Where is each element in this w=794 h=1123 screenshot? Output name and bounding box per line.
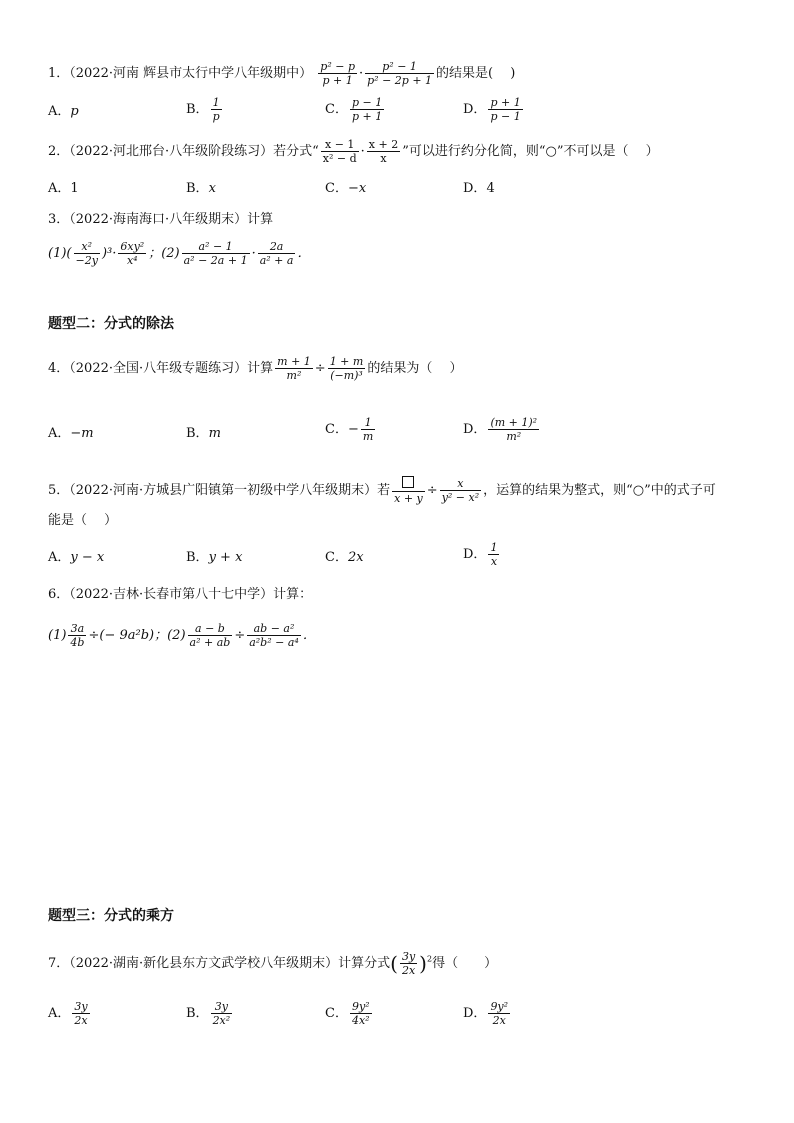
option-c: C． $\frac{p - 1}{p + 1}$	[325, 96, 383, 123]
question-5: 5．（2022·河南·方城县广阳镇第一初级中学八年级期末）若 x + y ÷ $\frac{x}{\text{y² − x²}}$ ，运算的结果为整式，则“○”中的式子可	[48, 477, 716, 505]
option-d: D． $\frac{\text{9y²}}{2x}$	[463, 1000, 509, 1027]
question-tail: 得（ ）	[432, 956, 498, 971]
operator: ·	[358, 66, 364, 81]
question-source: （2022·吉林·长春市第八十七中学）计算：	[69, 587, 313, 602]
question-source: （2022·湖南·新化县东方文武学校八年级期末）计算分式	[69, 956, 391, 971]
question-tail: 的结果是( )	[436, 66, 516, 81]
fraction: $\frac{\text{p² − 1}}{\text{p² − 2p + 1}}$	[367, 60, 433, 87]
option-b: B．y + x	[186, 550, 243, 565]
question-7: 7．（2022·湖南·新化县东方文武学校八年级期末）计算分式( $\frac{3y}{2x}$ )$^2$得（ ）	[48, 950, 498, 977]
question-2: 2．（2022·河北邢台·八年级阶段练习）若分式“ $\frac{x - 1}{\text{x² − d}}$ · $\frac{x + 2}{x}$ ”可以进行约分化简，则“○”不可以是（ ）	[48, 138, 659, 165]
option-a: A．p	[48, 104, 79, 119]
section-title: 题型二：分式的除法	[48, 316, 174, 332]
question-source: （2022·全国·八年级专题练习）计算	[69, 361, 274, 376]
option-d: D． $\frac{p + 1}{p - 1}$	[463, 96, 521, 123]
question-3: 3．（2022·海南海口·八年级期末）计算	[48, 212, 274, 227]
option-b: B． $\frac{3y}{\text{2x²}}$	[186, 1000, 231, 1027]
option-b: B．m	[186, 426, 221, 441]
fraction: $\frac{x - 1}{\text{x² − d}}$	[322, 138, 357, 165]
question-5-line2: 能是（ ）	[48, 513, 118, 528]
question-source: （2022·河北邢台·八年级阶段练习）若分式“	[69, 144, 319, 159]
option-d: D．4	[463, 181, 495, 196]
section-title: 题型三：分式的乘方	[48, 908, 174, 924]
question-1	[48, 60, 515, 87]
question-tail: ”可以进行约分化简，则“○”不可以是（ ）	[402, 144, 659, 159]
question-tail: ，运算的结果为整式，则“○”中的式子可	[483, 483, 716, 498]
question-source: （2022·河南·方城县广阳镇第一初级中学八年级期末）若	[69, 483, 391, 498]
option-d: D． $\frac{1}{x}$	[463, 541, 498, 568]
blank-box-icon	[402, 476, 414, 488]
option-a: A．1	[48, 181, 79, 196]
option-a: A．−m	[48, 426, 94, 441]
question-4: 4．（2022·全国·八年级专题练习）计算 $\frac{m + 1}{\text{m²}}$ ÷ $\frac{1 + m}{\text{(−m)³}}$ 的结果为（ ）	[48, 355, 463, 382]
option-c: C．− $\frac{1}{m}$	[325, 416, 374, 443]
option-c: C．−x	[325, 181, 367, 196]
question-number: 1．	[48, 66, 70, 81]
option-c: C． $\frac{\text{9y²}}{\text{4x²}}$	[325, 1000, 370, 1027]
question-tail: 的结果为（ ）	[367, 361, 463, 376]
option-a: A．y − x	[48, 550, 105, 565]
question-6-parts: (1) $\frac{3a}{4b}$ ÷(− 9a²b)；(2) $\frac{a - b}{\text{a² + ab}}$ ÷ $\frac{\text{ab − a²}}{\text{a²b² − a⁴}}$ ．	[48, 622, 316, 649]
fraction: $\frac{\text{p² − p}}{p + 1}$	[320, 60, 355, 87]
option-b: B．x	[186, 181, 216, 196]
question-source: （2022·海南海口·八年级期末）计算	[69, 212, 274, 227]
question-3-parts: (1)( $\frac{\text{x²}}{-2y}$ )³· $\frac{\text{6xy²}}{\text{x⁴}}$ ；(2) $\frac{\text{a² − 1}}{\text{a² − 2a + 1}}$ · $\frac{2a}{\text{a² + a}}$ ．	[48, 240, 311, 267]
option-d: D． $\frac{\text{(m + 1)²}}{\text{m²}}$	[463, 416, 538, 443]
fraction: $\frac{x + 2}{x}$	[368, 138, 399, 165]
option-c: C．2x	[325, 550, 364, 565]
question-6: 6．（2022·吉林·长春市第八十七中学）计算：	[48, 587, 313, 602]
option-a: A． $\frac{3y}{2x}$	[48, 1000, 88, 1027]
question-source: （2022·河南 辉县市太行中学八年级期中）	[69, 66, 313, 81]
option-b: B． $\frac{1}{p}$	[186, 96, 220, 123]
